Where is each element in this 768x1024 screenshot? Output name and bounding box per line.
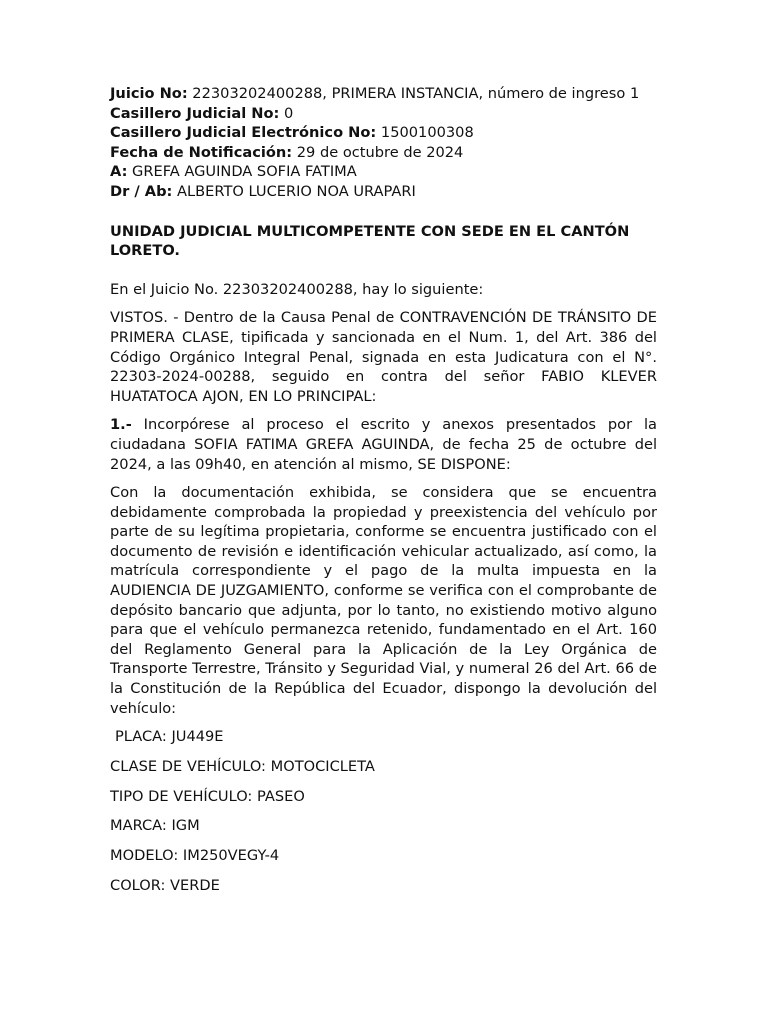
vehicle-modelo: MODELO: IM250VEGY-4 [110,846,280,864]
recipient-label: A: [110,163,128,181]
attorney-label: Dr / Ab: [110,182,173,200]
intro-line: En el Juicio No. 22303202400288, hay lo siguiente: [110,280,484,298]
vehicle-marca: MARCA: IGM [110,817,200,835]
judicial-unit-title: UNIDAD JUDICIAL MULTICOMPETENTE CON SEDE EN EL CANTÓN LORETO. [110,222,630,260]
item-1-paragraph [110,415,657,474]
vehicle-clase: CLASE DE VEHÍCULO: MOTOCICLETA [110,757,375,775]
documentacion-paragraph: Con la documentación exhibida, se considera que se encuentra debidamente comprobada la propiedad y preexistencia del vehículo por parte de su legítima propietaria, conforme se encuentra justificado con el documento de revisión e identificación vehicular actualizado, así como, la matrícula correspondiente y el pago de la multa impuesta en la AUDIENCIA DE JUZGAMIENTO, conforme se verifica con el comprobante de depósito bancario que adjunta, por lo tanto, no existiendo motivo alguno para que el vehículo permanezca retenido, fundamentado en el Art. 160 del Reglamento General para la Aplicación de la Ley Orgánica de Transporte Terrestre, Tránsito y Seguridad Vial, y numeral 26 del Art. 66 de la Constitución de la República del Ecuador, dispongo la devolución del vehículo: [110,484,657,717]
casillero-line [110,104,657,124]
notification-header [110,84,657,202]
attorney-value: ALBERTO LUCERIO NOA URAPARI [172,182,416,200]
document-page [110,84,657,905]
item-1-text: Incorpórese al proceso el escrito y anexos presentados por la ciudadana SOFIA FATIMA GREFA AGUINDA, de fecha 25 de octubre del 2024, a las 09h40, en atención al mismo, SE DISPONE: [110,416,657,473]
fecha-notificacion-line [110,143,657,163]
recipient-line [110,162,657,182]
juicio-line [110,84,657,104]
casillero-electronico-value: 1500100308 [376,124,474,142]
fecha-notificacion-value: 29 de octubre de 2024 [292,143,464,161]
vistos-paragraph: VISTOS. - Dentro de la Causa Penal de CONTRAVENCIÓN DE TRÁNSITO DE PRIMERA CLASE, tipificada y sancionada en el Num. 1, del Art. 386 del Código Orgánico Integral Penal, signada en esta Judicatura con el N°. 22303-2024-00288, seguido en contra del señor FABIO KLEVER HUATATOCA AJON, EN LO PRINCIPAL: [110,309,657,405]
vehicle-tipo: TIPO DE VEHÍCULO: PASEO [110,787,305,805]
item-1-label: 1.- [110,416,132,434]
vehicle-placa: PLACA: JU449E [115,728,224,746]
casillero-electronico-label: Casillero Judicial Electrónico No: [110,124,377,142]
vehicle-details [110,727,657,905]
recipient-value: GREFA AGUINDA SOFIA FATIMA [127,163,357,181]
casillero-value: 0 [279,104,294,122]
casillero-electronico-line [110,123,657,143]
vehicle-color: COLOR: VERDE [110,876,220,894]
casillero-label: Casillero Judicial No: [110,104,280,122]
juicio-label: Juicio No: [110,85,188,102]
juicio-value: 22303202400288, PRIMERA INSTANCIA, número de ingreso 1 [187,85,640,102]
fecha-notificacion-label: Fecha de Notificación: [110,143,293,161]
attorney-line [110,182,657,202]
